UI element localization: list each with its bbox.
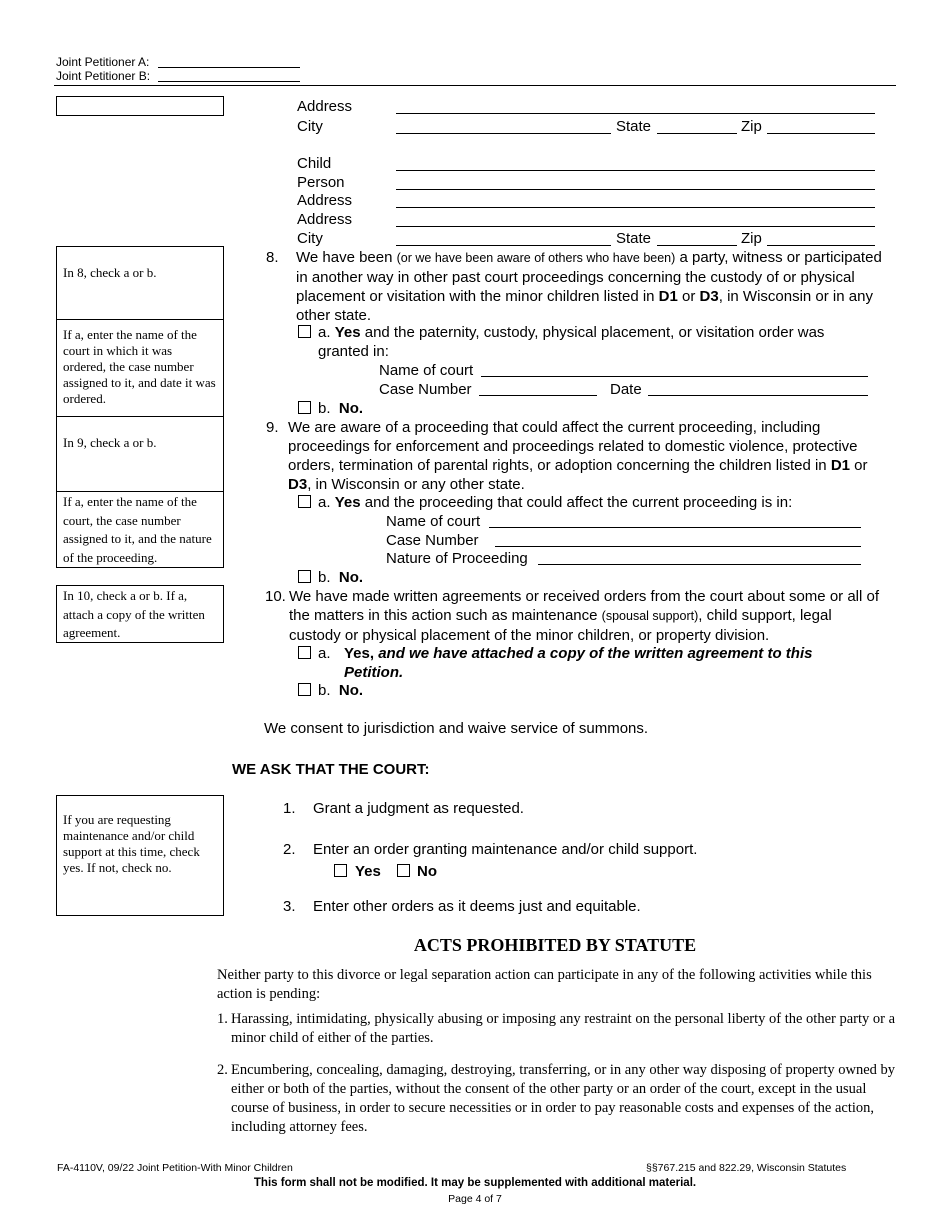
header-rule: [54, 85, 896, 86]
support-no-label: No: [417, 863, 437, 880]
child-city-field[interactable]: [396, 245, 611, 246]
ask-item3-text: Enter other orders as it deems just and equitable.: [313, 898, 641, 915]
item9-text-end: , in Wisconsin or any other state.: [307, 476, 525, 493]
item10-b-checkbox[interactable]: [298, 683, 311, 696]
item8-date-field[interactable]: [648, 395, 868, 396]
address-label: Address: [297, 98, 353, 115]
person-field[interactable]: [396, 189, 875, 190]
petitioner-a-field[interactable]: [158, 67, 300, 68]
item10-b-no: No.: [338, 682, 364, 699]
note-item-9a: If a, enter the name of the court, the case number assigned to it, and the nature of the proceeding.: [56, 491, 224, 568]
item8-case-field[interactable]: [479, 395, 597, 396]
item9-case-label: Case Number: [386, 532, 479, 549]
item10-b-label: b.: [318, 682, 331, 699]
item10-a-label: a.: [318, 645, 331, 662]
item10-a-text: and we have attached a copy of the written agreement to this Petition.: [344, 645, 813, 681]
petitioner-b-label: Joint Petitioner B:: [56, 69, 151, 83]
item9-a-line: [318, 493, 792, 512]
ask-item2-text: Enter an order granting maintenance and/or child support.: [313, 841, 698, 858]
acts-item1-text: Harassing, intimidating, physically abusing or imposing any restraint on the personal liberty of the other party or a minor child of either of the parties.: [231, 1011, 896, 1046]
support-yes-checkbox[interactable]: [334, 864, 347, 877]
ask-heading: WE ASK THAT THE COURT:: [232, 761, 430, 778]
zip-label: Zip: [741, 118, 762, 135]
acts-title: ACTS PROHIBITED BY STATUTE: [413, 935, 697, 955]
item9-number: 9.: [266, 419, 279, 436]
note-item-10: In 10, check a or b. If a, attach a copy of the written agreement.: [56, 585, 224, 643]
child-address1-label: Address: [297, 192, 353, 209]
item10-text-start: We have made written agreements or received orders from the court about some or all of the matters in this action such as maintenance: [289, 588, 880, 624]
item8-number: 8.: [266, 249, 279, 266]
acts-intro: Neither party to this divorce or legal separation action can participate in any of the following activities while this action is pending:: [217, 967, 872, 1002]
item9-court-field[interactable]: [489, 527, 861, 528]
item9-b-checkbox[interactable]: [298, 570, 311, 583]
footer-page-number: Page 4 of 7: [448, 1193, 502, 1205]
child-field[interactable]: [396, 170, 875, 171]
ask-item1-text: Grant a judgment as requested.: [313, 800, 524, 817]
item9-case-field[interactable]: [495, 546, 861, 547]
note-support: If you are requesting maintenance and/or child support at this time, check yes. If not, check no.: [56, 795, 224, 916]
item9-a-checkbox[interactable]: [298, 495, 311, 508]
item8-or: or: [682, 288, 696, 305]
support-yes-label: Yes: [355, 863, 381, 880]
item10-a-checkbox[interactable]: [298, 646, 311, 659]
petitioner-b-field[interactable]: [158, 81, 300, 82]
ask-item3-number: 3.: [283, 898, 296, 915]
item10-text: [289, 587, 881, 645]
petitioner-a-label: Joint Petitioner A:: [56, 55, 150, 69]
item10-text-small: (spousal support): [601, 609, 699, 623]
item8-text: [296, 248, 886, 325]
item8-court-label: Name of court: [379, 362, 474, 379]
item8-case-label: Case Number: [379, 381, 472, 398]
item9-nature-label: Nature of Proceeding: [386, 550, 528, 567]
footer-statutes: §§767.215 and 822.29, Wisconsin Statutes: [646, 1162, 847, 1174]
item9-b-line: [318, 568, 363, 587]
address-field[interactable]: [396, 113, 875, 114]
city-label: City: [297, 118, 323, 135]
person-label: Person: [297, 174, 345, 191]
consent-statement: We consent to jurisdiction and waive service of summons.: [264, 720, 649, 737]
child-zip-field[interactable]: [767, 245, 875, 246]
item8-text-small: (or we have been aware of others who have been): [396, 251, 676, 265]
item10-number: 10.: [265, 588, 286, 605]
item9-b-no: No.: [338, 569, 364, 586]
child-label: Child: [297, 155, 332, 172]
child-state-field[interactable]: [657, 245, 737, 246]
support-no-checkbox[interactable]: [397, 864, 410, 877]
note-item-8a: If a, enter the name of the court in which it was ordered, the case number assigned to it, and date it was ordered.: [56, 319, 224, 417]
item9-court-label: Name of court: [386, 513, 481, 530]
item8-b-label: b.: [318, 400, 331, 417]
item8-a-line: [318, 323, 878, 361]
child-city-label: City: [297, 230, 323, 247]
item9-or: or: [854, 457, 868, 474]
acts-item1-number: 1.: [217, 1011, 228, 1027]
city-field[interactable]: [396, 133, 611, 134]
item8-a-label: a.: [318, 324, 331, 341]
item8-a-text: and the paternity, custody, physical placement, or visitation order was granted in:: [318, 324, 825, 360]
item10-b-line: [318, 681, 363, 700]
item8-b-checkbox[interactable]: [298, 401, 311, 414]
item8-b-no: No.: [338, 400, 364, 417]
item8-d1: D1: [658, 288, 678, 305]
item9-text-main: We are aware of a proceeding that could affect the current proceeding, including proceedings for enforcement and proceedings related to domestic violence, protective orders, termination of parental rights, or adoption concerning the children listed in: [288, 419, 858, 474]
child-address2-field[interactable]: [396, 226, 875, 227]
item8-d3: D3: [699, 288, 719, 305]
zip-field[interactable]: [767, 133, 875, 134]
item10-text-end: , child support, legal custody or physical placement of the minor children, or property division.: [289, 607, 832, 644]
child-address1-field[interactable]: [396, 207, 875, 208]
item8-a-checkbox[interactable]: [298, 325, 311, 338]
footer-form-id: FA-4110V, 09/22 Joint Petition-With Minor Children: [57, 1162, 293, 1174]
item8-text-rest: a party, witness or participated in another way in other past court proceedings concerning the custody of or physical placement or visitation with the minor children listed in: [296, 249, 882, 305]
item9-nature-field[interactable]: [538, 564, 861, 565]
item10-a-line: [344, 644, 854, 682]
item8-b-line: [318, 399, 363, 418]
item8-a-yes: Yes: [334, 324, 361, 341]
item9-d1: D1: [830, 457, 850, 474]
note-item-9: In 9, check a or b.: [56, 416, 224, 492]
item9-b-label: b.: [318, 569, 331, 586]
item10-a-yes: Yes,: [344, 645, 375, 662]
note-item-8: In 8, check a or b.: [56, 246, 224, 320]
item9-text: [288, 418, 888, 494]
footer-notice: This form shall not be modified. It may be supplemented with additional material.: [253, 1177, 697, 1189]
item9-a-text: and the proceeding that could affect the current proceeding is in:: [364, 494, 793, 511]
item9-a-yes: Yes: [334, 494, 361, 511]
item9-d3: D3: [288, 476, 308, 493]
item8-text-start: We have been: [296, 249, 393, 266]
ask-item1-number: 1.: [283, 800, 296, 817]
child-state-label: State: [616, 230, 652, 247]
acts-item2-text: Encumbering, concealing, damaging, destroying, transferring, or in any other way disposing of property owned by either or both of the parties, without the consent of the other party or an order of the court, except in the usual course of business, in order to secure necessities or in order to pay reasonable costs and expenses of the action, including attorney fees.: [231, 1062, 896, 1135]
child-address2-label: Address: [297, 211, 353, 228]
item8-court-field[interactable]: [481, 376, 868, 377]
child-zip-label: Zip: [741, 230, 762, 247]
item8-text-end: , in Wisconsin or in any other state.: [296, 288, 873, 324]
state-field[interactable]: [657, 133, 737, 134]
acts-item2-number: 2.: [217, 1062, 228, 1078]
ask-item2-number: 2.: [283, 841, 296, 858]
continuation-box: [56, 96, 224, 116]
item8-date-label: Date: [610, 381, 642, 398]
item9-a-label: a.: [318, 494, 331, 511]
state-label: State: [616, 118, 652, 135]
